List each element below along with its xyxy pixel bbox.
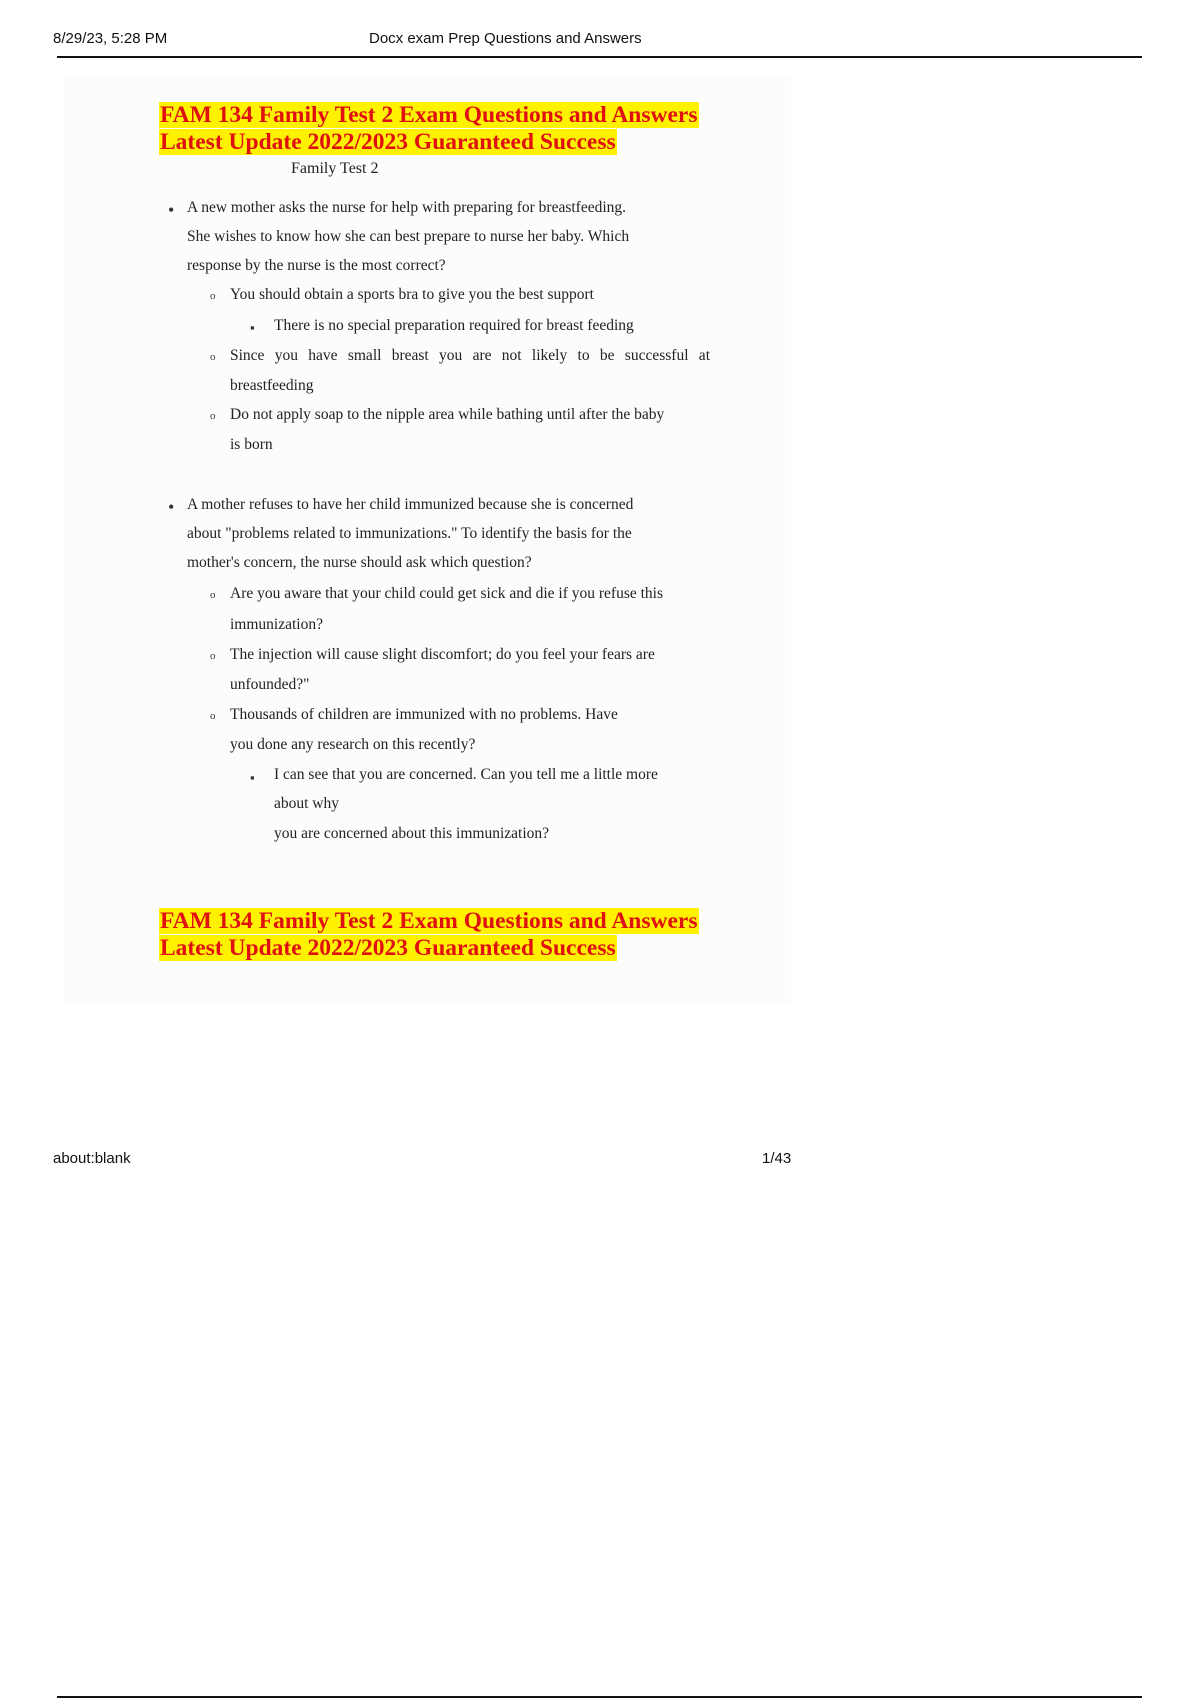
print-footer-url: about:blank: [53, 1150, 131, 1167]
bullet-disc-icon: •: [168, 497, 175, 517]
q2-option-3-line-2: you done any research on this recently?: [230, 736, 476, 753]
bullet-circle-icon: o: [210, 290, 216, 302]
q2-option-1-line-2: immunization?: [230, 616, 323, 633]
q1-option-3-line-2: is born: [230, 436, 273, 453]
q1-option-1: You should obtain a sports bra to give you the best support: [230, 286, 594, 303]
headline-top: [159, 102, 759, 156]
q2-stem-line-3: mother's concern, the nurse should ask which question?: [187, 554, 532, 571]
headline-bottom: [159, 908, 759, 962]
q1-stem-line-1: A new mother asks the nurse for help with preparing for breastfeeding.: [187, 199, 627, 216]
document-subtitle: Family Test 2: [291, 160, 379, 177]
q2-stem-line-2: about "problems related to immunizations." To identify the basis for the: [187, 525, 632, 542]
headline-line-1: FAM 134 Family Test 2 Exam Questions and Answers: [160, 908, 698, 934]
headline-line-2: Latest Update 2022/2023 Guaranteed Success: [160, 935, 616, 961]
q2-stem-line-1: A mother refuses to have her child immunized because she is concerned: [187, 496, 634, 513]
q2-option-2-line-2: unfounded?": [230, 676, 310, 693]
footer-divider: [57, 1696, 1142, 1698]
bullet-circle-icon: o: [210, 650, 216, 662]
print-header: [53, 28, 1143, 58]
bullet-circle-icon: o: [210, 351, 216, 363]
q2-option-1-line-1: Are you aware that your child could get sick and die if you refuse this: [230, 585, 664, 602]
print-document-title: Docx exam Prep Questions and Answers: [369, 30, 642, 47]
headline-line-1: FAM 134 Family Test 2 Exam Questions and Answers: [160, 102, 698, 128]
q1-option-3-line-1: Do not apply soap to the nipple area while bathing until after the baby: [230, 406, 665, 423]
print-footer-page-number: 1/43: [762, 1150, 792, 1167]
bullet-disc-icon: •: [168, 200, 175, 220]
headline-line-2: Latest Update 2022/2023 Guaranteed Success: [160, 129, 616, 155]
bullet-circle-icon: o: [210, 710, 216, 722]
q1-answer: There is no special preparation required for breast feeding: [274, 317, 634, 334]
q1-option-2-line-2: breastfeeding: [230, 377, 314, 394]
q2-answer-line-2: about why: [274, 795, 340, 812]
q2-option-3-line-1: Thousands of children are immunized with no problems. Have: [230, 706, 618, 723]
bullet-square-icon: ▪: [250, 770, 255, 785]
bullet-circle-icon: o: [210, 410, 216, 422]
q1-stem-line-2: She wishes to know how she can best prepare to nurse her baby. Which: [187, 228, 630, 245]
q1-option-2-line-1: Since you have small breast you are not likely to be successful at: [230, 347, 710, 364]
header-divider: [57, 56, 1142, 58]
q1-stem-line-3: response by the nurse is the most correct?: [187, 257, 446, 274]
q2-option-2-line-1: The injection will cause slight discomfort; do you feel your fears are: [230, 646, 655, 663]
print-datetime: 8/29/23, 5:28 PM: [53, 30, 168, 47]
bullet-square-icon: ▪: [250, 320, 255, 335]
bullet-circle-icon: o: [210, 589, 216, 601]
q2-answer-line-1: I can see that you are concerned. Can you tell me a little more: [274, 766, 658, 783]
q2-answer-line-3: you are concerned about this immunization?: [274, 825, 550, 842]
